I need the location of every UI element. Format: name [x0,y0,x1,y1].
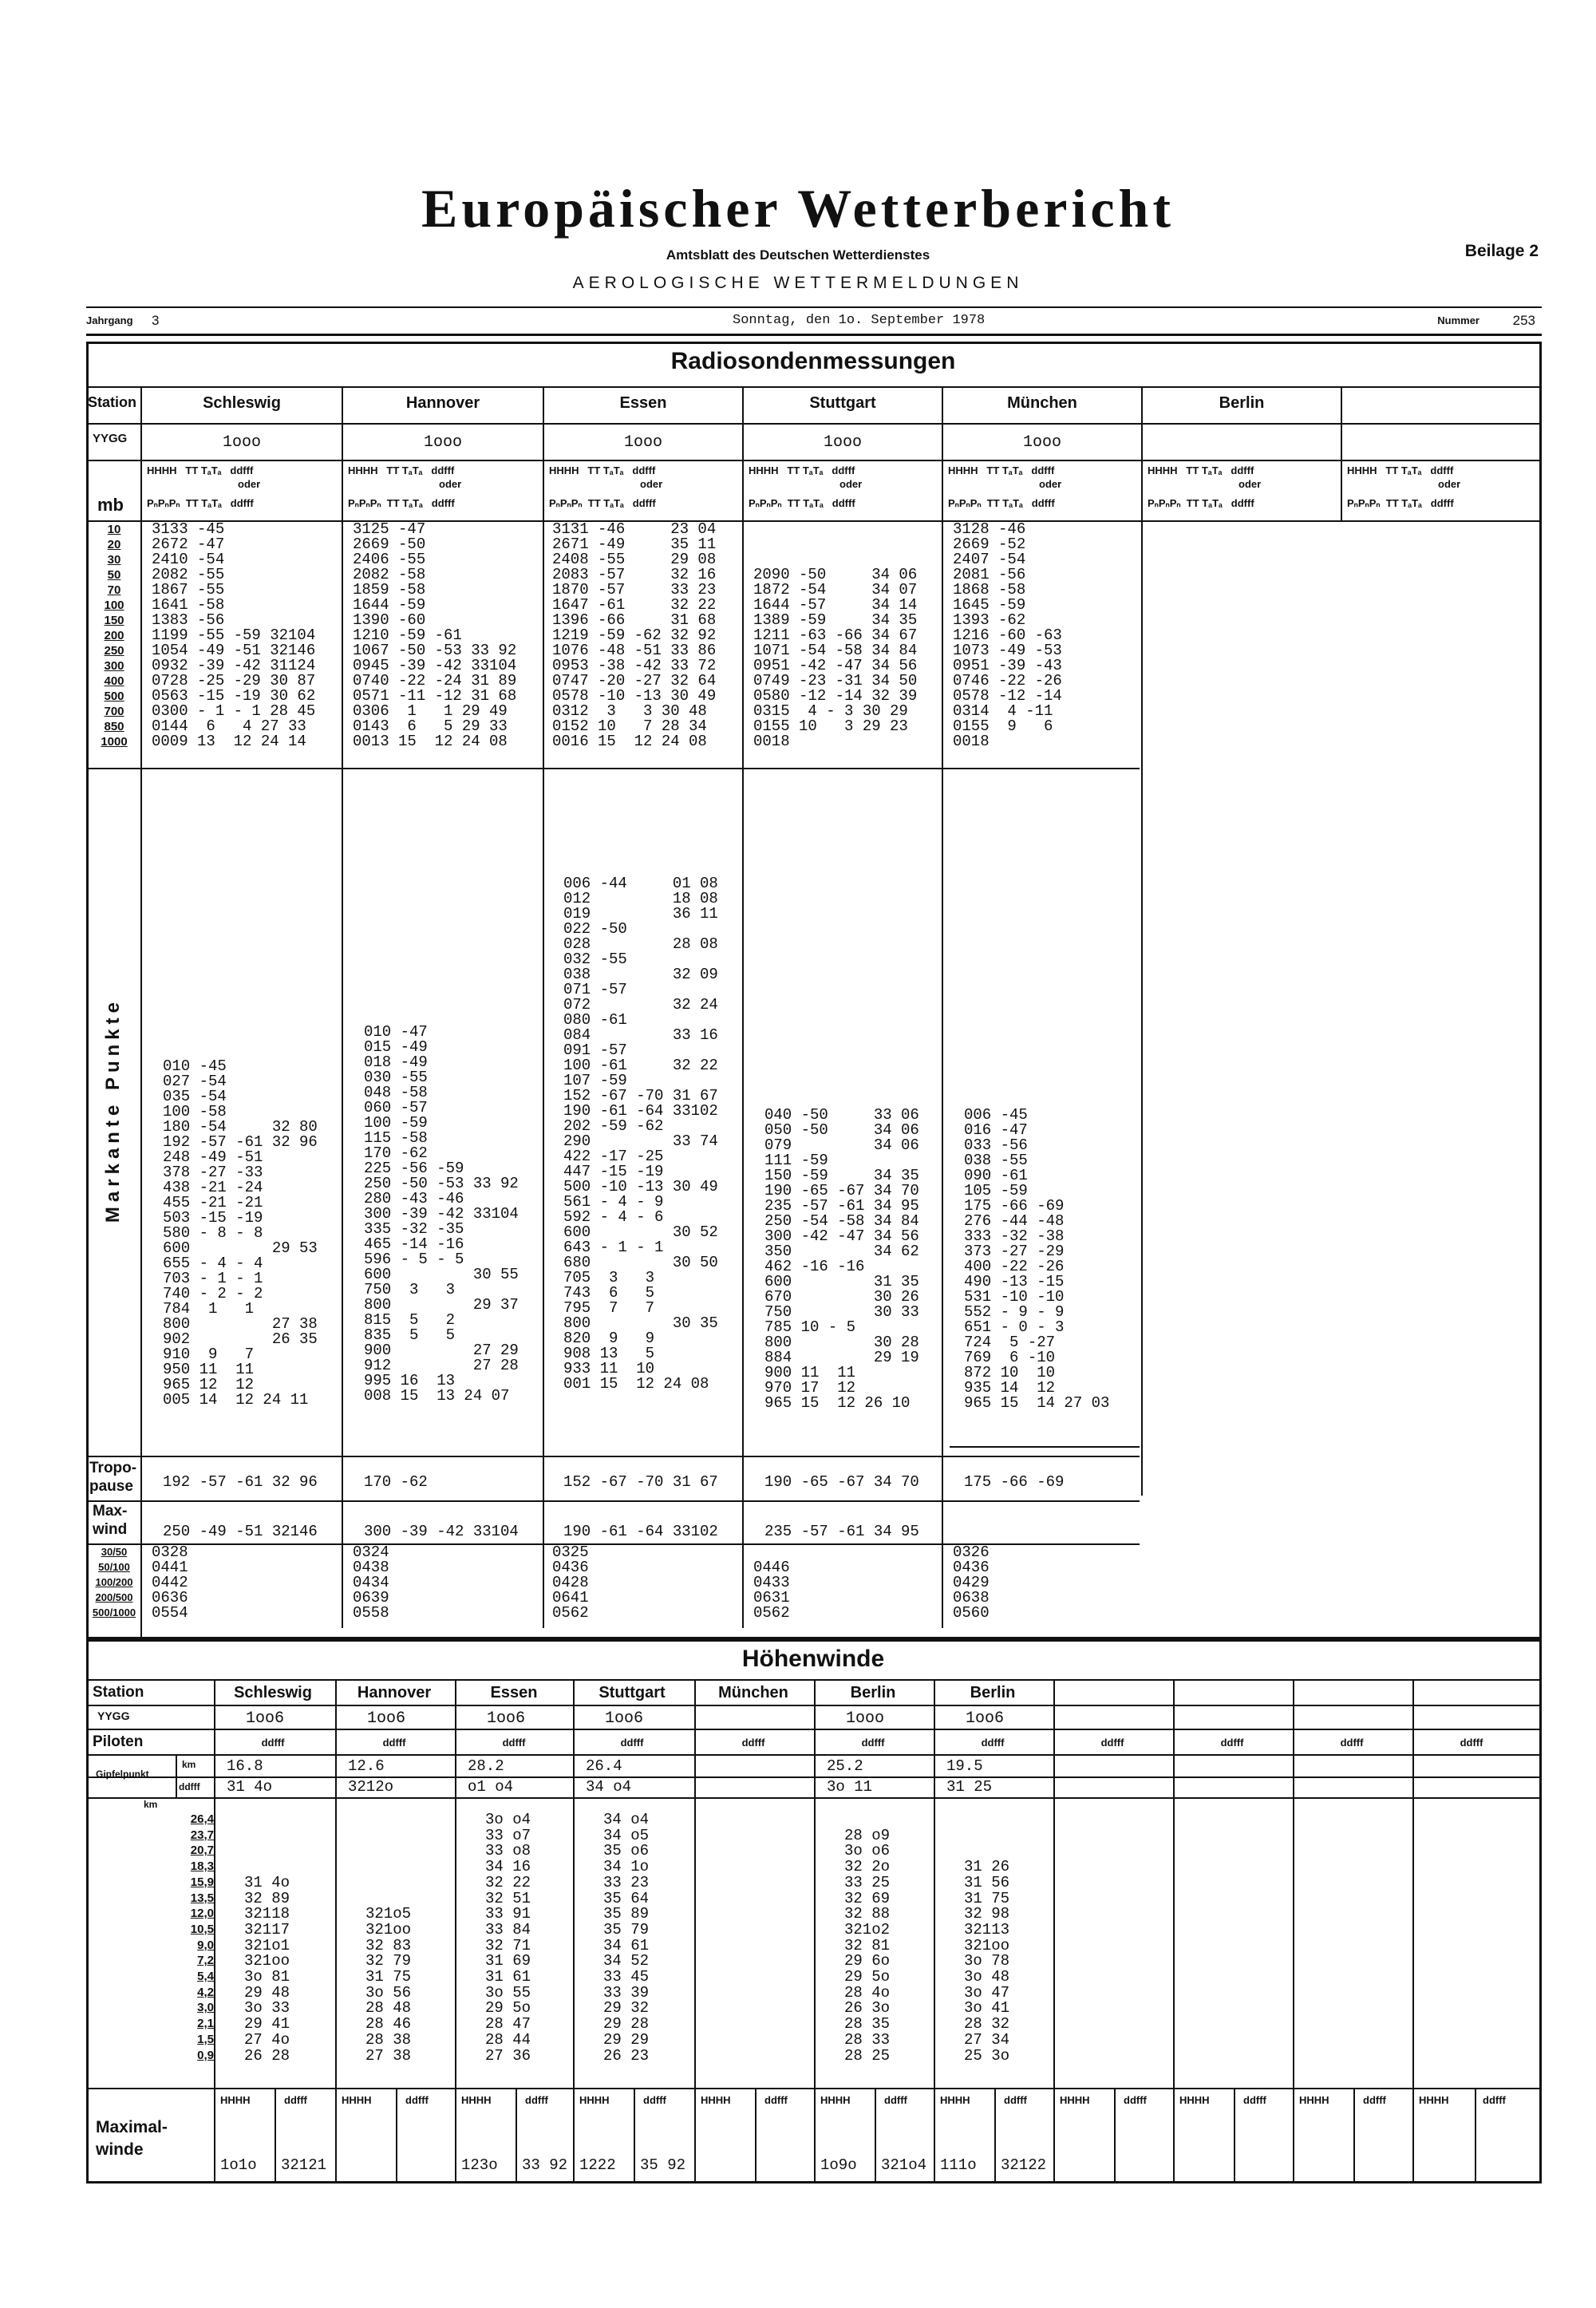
hw-station: Essen [490,1684,538,1701]
hw-max-label-1: Maximal- [96,2118,168,2136]
hw-column: 34 o4 34 o5 35 o6 34 1o 33 23 35 64 35 89 35 79 34 61 34 52 33 45 33 39 29 32 29 28 29 29 26 23 [603,1811,650,2065]
hw-gipfel-km: 16.8 [227,1757,263,1775]
issue-date: Sonntag, den 1o. September 1978 [733,313,986,328]
hw-gipfel-dd: 3o 11 [827,1778,873,1796]
col-head-bottom: PₙPₙPₙ TT TₐTₐ ddfff [749,497,855,509]
hw-max-dd: 321o4 [881,2156,927,2174]
hw-station: Schleswig [234,1684,312,1701]
yygg-label: YYGG [93,432,128,445]
yygg-value: 1ooo [1022,433,1061,452]
station-muenchen: München [1007,394,1077,412]
col-head-oder: oder [238,478,261,490]
col-head-top: HHHH TT TₐTₐ ddfff [147,464,254,476]
mk-essen: 006 -44 01 08 012 18 08 019 36 11 022 -50 028 28 08 032 -55 038 32 09 071 -57 072 32 24 080 -61 084 33 16 091 -57 100 -61 32 22 107 -59 152 -67 -70 31 67 190 -61 -64 33102 202 -59 -62 290 33 74 422 -17 -25 447 -15 -19 500 -10 -13 30 49 561 - 4 - 9 592 - 4 - 6 600 30 52 643 - 1 - 1 680 30 50 705 3 3 743 6 5 795 7 7 800 30 35 820 9 9 908 13 5 933 11 10 001 15 12 24 08 [563,875,718,1393]
hw-piloten-ddfff: ddfff [981,1737,1005,1749]
maxwind-essen: 190 -61 -64 33102 [563,1523,718,1540]
hw-hhhh-head: HHHH [579,2094,610,2106]
hw-piloten-ddfff: ddfff [261,1737,285,1749]
hw-gipfel-km: 12.6 [348,1757,385,1775]
rule [875,2088,876,2184]
hw-gipfel-km: 19.5 [946,1757,983,1775]
hw-level-label: 4,2 [197,1985,214,1999]
hw-hhhh-head: HHHH [342,2094,372,2106]
hw-ddfff-head: ddfff [405,2094,429,2106]
col-head-oder: oder [839,478,863,490]
tropo-stuttgart: 190 -65 -67 34 70 [764,1473,919,1491]
yygg-value: 1ooo [222,433,261,452]
hw-yygg: 1oo6 [965,1709,1004,1728]
rule [994,2088,996,2184]
rule [1114,2088,1116,2184]
std-schleswig: 3133 -45 2672 -47 2410 -54 2082 -55 1867 -55 1641 -58 1383 -56 1199 -55 -59 32104 1054 -49 -51 32146 0932 -39 -42 31124 0728 -25 -29 30 87 0563 -15 -19 30 62 0300 - 1 - 1 28 45 0144 6 4 27 33 0009 13 12 24 14 [152,520,316,750]
thick-stuttgart: 0446 0433 0631 0562 [753,1559,790,1622]
col-head-oder: oder [1238,478,1262,490]
subtitle: Amtsblatt des Deutschen Wetterdienstes [666,247,930,263]
hw-ddfff-head: ddfff [764,2094,788,2106]
rule [1475,2088,1476,2184]
hw-piloten-ddfff: ddfff [1340,1737,1364,1749]
rule [176,1754,177,1797]
hw-piloten-ddfff: ddfff [502,1737,526,1749]
maxwind-label-line2: wind [93,1521,128,1538]
station-hannover: Hannover [405,394,480,412]
thickness-label: 50/100 [98,1561,130,1573]
rule [1053,1679,1055,2184]
hw-piloten-ddfff: ddfff [1460,1737,1483,1749]
hw-gipfel-dd: 31 4o [227,1778,273,1796]
level-label: 400 [104,674,124,688]
mk-stuttgart: 040 -50 33 06 050 -50 34 06 079 34 06 111 -59 150 -59 34 35 190 -65 -67 34 70 235 -57 -61 34 95 250 -54 -58 34 84 300 -42 -47 34 56 350 34 62 462 -16 -16 600 31 35 670 30 26 750 30 33 785 10 - 5 800 30 28 884 29 19 900 11 11 970 17 12 965 15 12 26 10 [764,1106,919,1412]
jahrgang-label: Jahrgang [86,314,133,326]
tropopause-label [89,1459,136,1496]
hw-km-unit: km [144,1799,158,1810]
jahrgang-value: 3 [152,313,160,328]
station-berlin: Berlin [1219,394,1265,412]
rule [634,2088,635,2184]
hw-max-hhhh: 1o9o [820,2156,857,2174]
maxwind-label-line1: Max- [93,1503,128,1520]
hw-ddfff-head: ddfff [284,2094,307,2106]
thick-essen: 0325 0436 0428 0641 0562 [552,1543,589,1622]
hoehenwinde-title: Höhenwinde [741,1646,885,1672]
tropo-schleswig: 192 -57 -61 32 96 [163,1473,318,1491]
std-essen: 3131 -46 23 04 2671 -49 35 11 2408 -55 29 08 2083 -57 32 16 1870 -57 33 23 1647 -61 32 22 1396 -66 31 68 1219 -59 -62 32 92 1076 -48 -51 33 86 0953 -38 -42 33 72 0747 -20 -27 32 64 0578 -10 -13 30 49 0312 3 3 30 48 0152 10 7 28 34 0016 15 12 24 08 [552,520,717,750]
rule [140,386,142,1639]
rule [1353,2088,1355,2184]
station-stuttgart: Stuttgart [809,394,876,412]
yygg-value: 1ooo [423,433,462,452]
rule [1234,2088,1235,2184]
rule [1141,386,1143,1496]
rule [573,1679,575,2184]
hw-level-label: 26,4 [190,1812,214,1826]
page-title: Europäischer Wetterbericht [421,178,1175,239]
rule [86,1456,1140,1457]
level-label: 300 [104,659,124,673]
level-label: 100 [104,599,124,612]
hw-ddfff-head: ddfff [1363,2094,1386,2106]
hw-station: Stuttgart [598,1684,666,1701]
hw-hhhh-head: HHHH [461,2094,492,2106]
hw-level-label: 0,9 [197,2048,214,2062]
hw-station: München [718,1684,788,1701]
thickness-label: 30/50 [101,1546,128,1558]
hw-gipfel-dd: 31 25 [946,1778,993,1796]
rule [1341,386,1342,520]
rule [275,2088,276,2184]
radiosonde-title: Radiosondenmessungen [670,348,956,374]
thick-muenchen: 0326 0436 0429 0638 0560 [953,1543,990,1622]
station-label: Station [88,394,136,410]
col-head-bottom: PₙPₙPₙ TT TₐTₐ ddfff [348,497,455,509]
hw-level-label: 9,0 [197,1938,214,1952]
hw-yygg: 1oo6 [486,1709,525,1728]
col-head-top: HHHH TT TₐTₐ ddfff [1347,464,1454,476]
station-schleswig: Schleswig [203,394,281,412]
hw-hhhh-head: HHHH [701,2094,731,2106]
tropo-muenchen: 175 -66 -69 [964,1473,1065,1491]
hw-column: 28 o9 3o o6 32 2o 33 25 32 69 32 88 321o2 32 81 29 6o 29 5o 28 4o 26 3o 28 35 28 33 28 25 [844,1826,891,2065]
hw-max-hhhh: 111o [940,2156,977,2174]
rule [396,2088,397,2184]
rule [86,423,1542,425]
hw-station-label: Station [93,1684,144,1701]
col-head-top: HHHH TT TₐTₐ ddfff [1148,464,1254,476]
thick-schleswig: 0328 0441 0442 0636 0554 [152,1543,188,1622]
hw-piloten-ddfff: ddfff [620,1737,644,1749]
hw-gipfel-dd: o1 o4 [468,1778,514,1796]
hw-level-label: 12,0 [190,1907,214,1921]
hw-column: 31 4o 32 89 32118 32117 321o1 321oo 3o 81 29 48 3o 33 29 41 27 4o 26 28 [244,1873,290,2065]
hw-level-label: 20,7 [190,1844,214,1858]
rule [694,1679,696,2184]
hw-level-label: 23,7 [190,1828,214,1842]
hw-level-label: 10,5 [190,1922,214,1936]
tropo-hannover: 170 -62 [364,1473,428,1491]
col-head-top: HHHH TT TₐTₐ ddfff [549,464,656,476]
hw-ddfff-head: ddfff [1483,2094,1506,2106]
hw-hhhh-head: HHHH [1179,2094,1210,2106]
rule [742,386,744,1628]
hw-piloten-ddfff: ddfff [861,1737,885,1749]
hw-hhhh-head: HHHH [1419,2094,1449,2106]
rule [342,386,343,1628]
tropo-essen: 152 -67 -70 31 67 [563,1473,718,1491]
std-muenchen: 3128 -46 2669 -52 2407 -54 2081 -56 1868 -58 1645 -59 1393 -62 1216 -60 -63 1073 -49 -53 0951 -39 -43 0746 -22 -26 0578 -12 -14 0314 4 -11 0155 9 6 0018 [953,520,1062,750]
level-label: 10 [107,523,121,536]
level-label: 250 [104,644,124,658]
hw-max-dd: 35 92 [640,2156,686,2174]
std-hannover: 3125 -47 2669 -50 2406 -55 2082 -58 1859 -58 1644 -59 1390 -60 1210 -59 -61 1067 -50 -53 33 92 0945 -39 -42 33104 0740 -22 -24 31 89 0571 -11 -12 31 68 0306 1 1 29 49 0143 6 5 29 33 0013 15 12 24 08 [353,520,517,750]
hw-gipfel-dd: 3212o [348,1778,394,1796]
mk-hannover: 010 -47 015 -49 018 -49 030 -55 048 -58 060 -57 100 -59 115 -58 170 -62 225 -56 -59 250 -50 -53 33 92 280 -43 -46 300 -39 -42 33104 335 -32 -35 465 -14 -16 596 - 5 - 5 600 30 55 750 3 3 800 29 37 815 5 2 835 5 5 900 27 29 912 27 28 995 16 13 008 15 13 24 07 [364,1023,519,1405]
rule [1293,1679,1294,2184]
hw-yygg: 1ooo [845,1709,884,1728]
hw-column: 3o o4 33 o7 33 o8 34 16 32 22 32 51 33 91 33 84 32 71 31 69 31 61 3o 55 29 5o 28 47 28 44 27 36 [485,1811,531,2065]
mk-muenchen: 006 -45 016 -47 033 -56 038 -55 090 -61 105 -59 175 -66 -69 276 -44 -48 333 -32 -38 373 -27 -29 400 -22 -26 490 -13 -15 531 -10 -10 552 - 9 - 9 651 - 0 - 3 724 5 -27 769 6 -10 872 10 10 935 14 12 965 15 14 27 03 [964,1106,1110,1412]
hw-hhhh-head: HHHH [1299,2094,1329,2106]
level-label: 200 [104,629,124,642]
thickness-label: 500/1000 [92,1607,136,1618]
hw-gipfel-dd: 34 o4 [586,1778,632,1796]
rule [214,1679,215,2184]
thickness-label: 200/500 [95,1591,133,1603]
level-label: 1000 [101,735,128,749]
rule [176,1776,214,1778]
level-label: 500 [104,690,124,703]
level-label: 20 [107,538,121,551]
hw-ddfff-head: ddfff [643,2094,666,2106]
col-head-top: HHHH TT TₐTₐ ddfff [749,464,855,476]
col-head-oder: oder [1438,478,1461,490]
beilage-label: Beilage 2 [1464,242,1539,260]
hw-piloten-ddfff: ddfff [741,1737,765,1749]
hw-gipfel-km: 26.4 [586,1757,622,1775]
hw-hhhh-head: HHHH [220,2094,251,2106]
hw-hhhh-head: HHHH [1060,2094,1090,2106]
hw-gipfel-label: Gipfelpunkt [96,1769,149,1780]
hw-max-hhhh: 1o1o [220,2156,257,2174]
hw-hhhh-head: HHHH [940,2094,970,2106]
markante-punkte-label [97,998,129,1231]
thickness-label: 100/200 [95,1576,133,1588]
rule [1173,1679,1175,2184]
hw-yygg-label: YYGG [97,1709,130,1722]
hw-yygg: 1oo6 [366,1709,405,1728]
hw-max-dd: 32121 [281,2156,327,2174]
markante-punkte-text: Markante Punkte [102,998,124,1223]
hw-max-hhhh: 1222 [579,2156,616,2174]
mk-schleswig: 010 -45 027 -54 035 -54 100 -58 180 -54 32 80 192 -57 -61 32 96 248 -49 -51 378 -27 -33 438 -21 -24 455 -21 -21 503 -15 -19 580 - 8 - 8 600 29 53 655 - 4 - 4 703 - 1 - 1 740 - 2 - 2 784 1 1 800 27 38 902 26 35 910 9 7 950 11 11 965 12 12 005 14 12 24 11 [163,1057,318,1409]
issue-line [86,306,1542,336]
nummer-label: Nummer [1437,314,1479,326]
hw-level-label: 15,9 [190,1875,214,1889]
hw-piloten-label: Piloten [93,1733,144,1750]
rule [455,1679,456,2184]
hw-gipfel-km: 25.2 [827,1757,863,1775]
rule [942,386,943,1628]
hw-level-label: 2,1 [197,2017,214,2031]
hw-ddfff-head: ddfff [525,2094,548,2106]
hw-station: Berlin [970,1684,1016,1701]
hw-ddfff-head: ddfff [1124,2094,1147,2106]
hw-level-label: 1,5 [197,2032,214,2046]
hw-max-label [96,2116,168,2161]
hw-max-dd: 32122 [1001,2156,1047,2174]
yygg-value: 1ooo [823,433,862,452]
rule [516,2088,517,2184]
hw-hhhh-head: HHHH [820,2094,851,2106]
hw-station: Berlin [850,1684,896,1701]
col-head-bottom: PₙPₙPₙ TT TₐTₐ ddfff [147,497,254,509]
col-head-bottom: PₙPₙPₙ TT TₐTₐ ddfff [1148,497,1254,509]
rule [86,1500,1140,1502]
col-head-oder: oder [439,478,462,490]
level-label: 850 [104,720,124,733]
hw-column: 321o5 321oo 32 83 32 79 31 75 3o 56 28 48 28 46 28 38 27 38 [365,1905,412,2065]
thick-hannover: 0324 0438 0434 0639 0558 [353,1543,389,1622]
hw-ddfff-head: ddfff [1243,2094,1266,2106]
hw-piloten-ddfff: ddfff [1220,1737,1244,1749]
col-head-bottom: PₙPₙPₙ TT TₐTₐ ddfff [948,497,1055,509]
col-head-bottom: PₙPₙPₙ TT TₐTₐ ddfff [1347,497,1454,509]
nummer-value: 253 [1512,313,1535,328]
rule [814,1679,816,2184]
hw-column: 31 26 31 56 31 75 32 98 32113 321oo 3o 78 3o 48 3o 47 3o 41 28 32 27 34 25 3o [964,1858,1010,2065]
maxwind-hannover: 300 -39 -42 33104 [364,1523,519,1540]
rule [755,2088,757,2184]
hw-level-label: 13,5 [190,1891,214,1905]
tropopause-label-line2: pause [89,1478,133,1495]
hw-level-label: 3,0 [197,2001,214,2015]
hw-piloten-ddfff: ddfff [382,1737,406,1749]
hw-piloten-ddfff: ddfff [1100,1737,1124,1749]
col-head-oder: oder [640,478,663,490]
rule [1412,1679,1414,2184]
level-label: 700 [104,705,124,718]
hw-ddfff-head: ddfff [884,2094,907,2106]
col-head-top: HHHH TT TₐTₐ ddfff [948,464,1055,476]
mb-label: mb [97,495,124,515]
level-label: 70 [107,583,121,597]
hw-ddfff-head: ddfff [1004,2094,1027,2106]
col-head-oder: oder [1039,478,1062,490]
rule [335,1679,337,2184]
rule [86,768,1140,769]
rule [86,460,1542,461]
rule [86,386,1542,388]
maxwind-schleswig: 250 -49 -51 32146 [163,1523,318,1540]
hw-max-dd: 33 92 [522,2156,568,2174]
section-title: AEROLOGISCHE WETTERMELDUNGEN [572,274,1024,292]
hw-max-hhhh: 123o [461,2156,498,2174]
std-stuttgart: 2090 -50 34 06 1872 -54 34 07 1644 -57 34 14 1389 -59 34 35 1211 -63 -66 34 67 1071 -54 -58 34 84 0951 -42 -47 34 56 0749 -23 -31 34 50 0580 -12 -14 32 39 0315 4 - 3 30 29 0155 10 3 29 23 0018 [753,566,918,750]
station-essen: Essen [619,394,667,412]
hw-ddfff-label: ddfff [179,1781,200,1792]
level-label: 50 [107,568,121,582]
level-label: 30 [107,553,121,567]
hw-yygg: 1oo6 [245,1709,284,1728]
col-head-top: HHHH TT TₐTₐ ddfff [348,464,455,476]
level-label: 150 [104,614,124,627]
hw-level-label: 7,2 [197,1954,214,1968]
hw-yygg: 1oo6 [604,1709,643,1728]
maxwind-label [93,1502,127,1539]
rule [543,386,544,1628]
maxwind-stuttgart: 235 -57 -61 34 95 [764,1523,919,1540]
rule [934,1679,935,2184]
hw-max-label-2: winde [96,2140,144,2159]
yygg-value: 1ooo [623,433,662,452]
rule [950,1446,1140,1448]
tropopause-label-line1: Tropo- [89,1460,137,1476]
hw-gipfel-km: 28.2 [468,1757,504,1775]
col-head-bottom: PₙPₙPₙ TT TₐTₐ ddfff [549,497,656,509]
hw-level-label: 18,3 [190,1859,214,1874]
hw-km-label: km [182,1759,196,1770]
hw-level-label: 5,4 [197,1970,214,1983]
hw-station: Hannover [357,1684,432,1701]
